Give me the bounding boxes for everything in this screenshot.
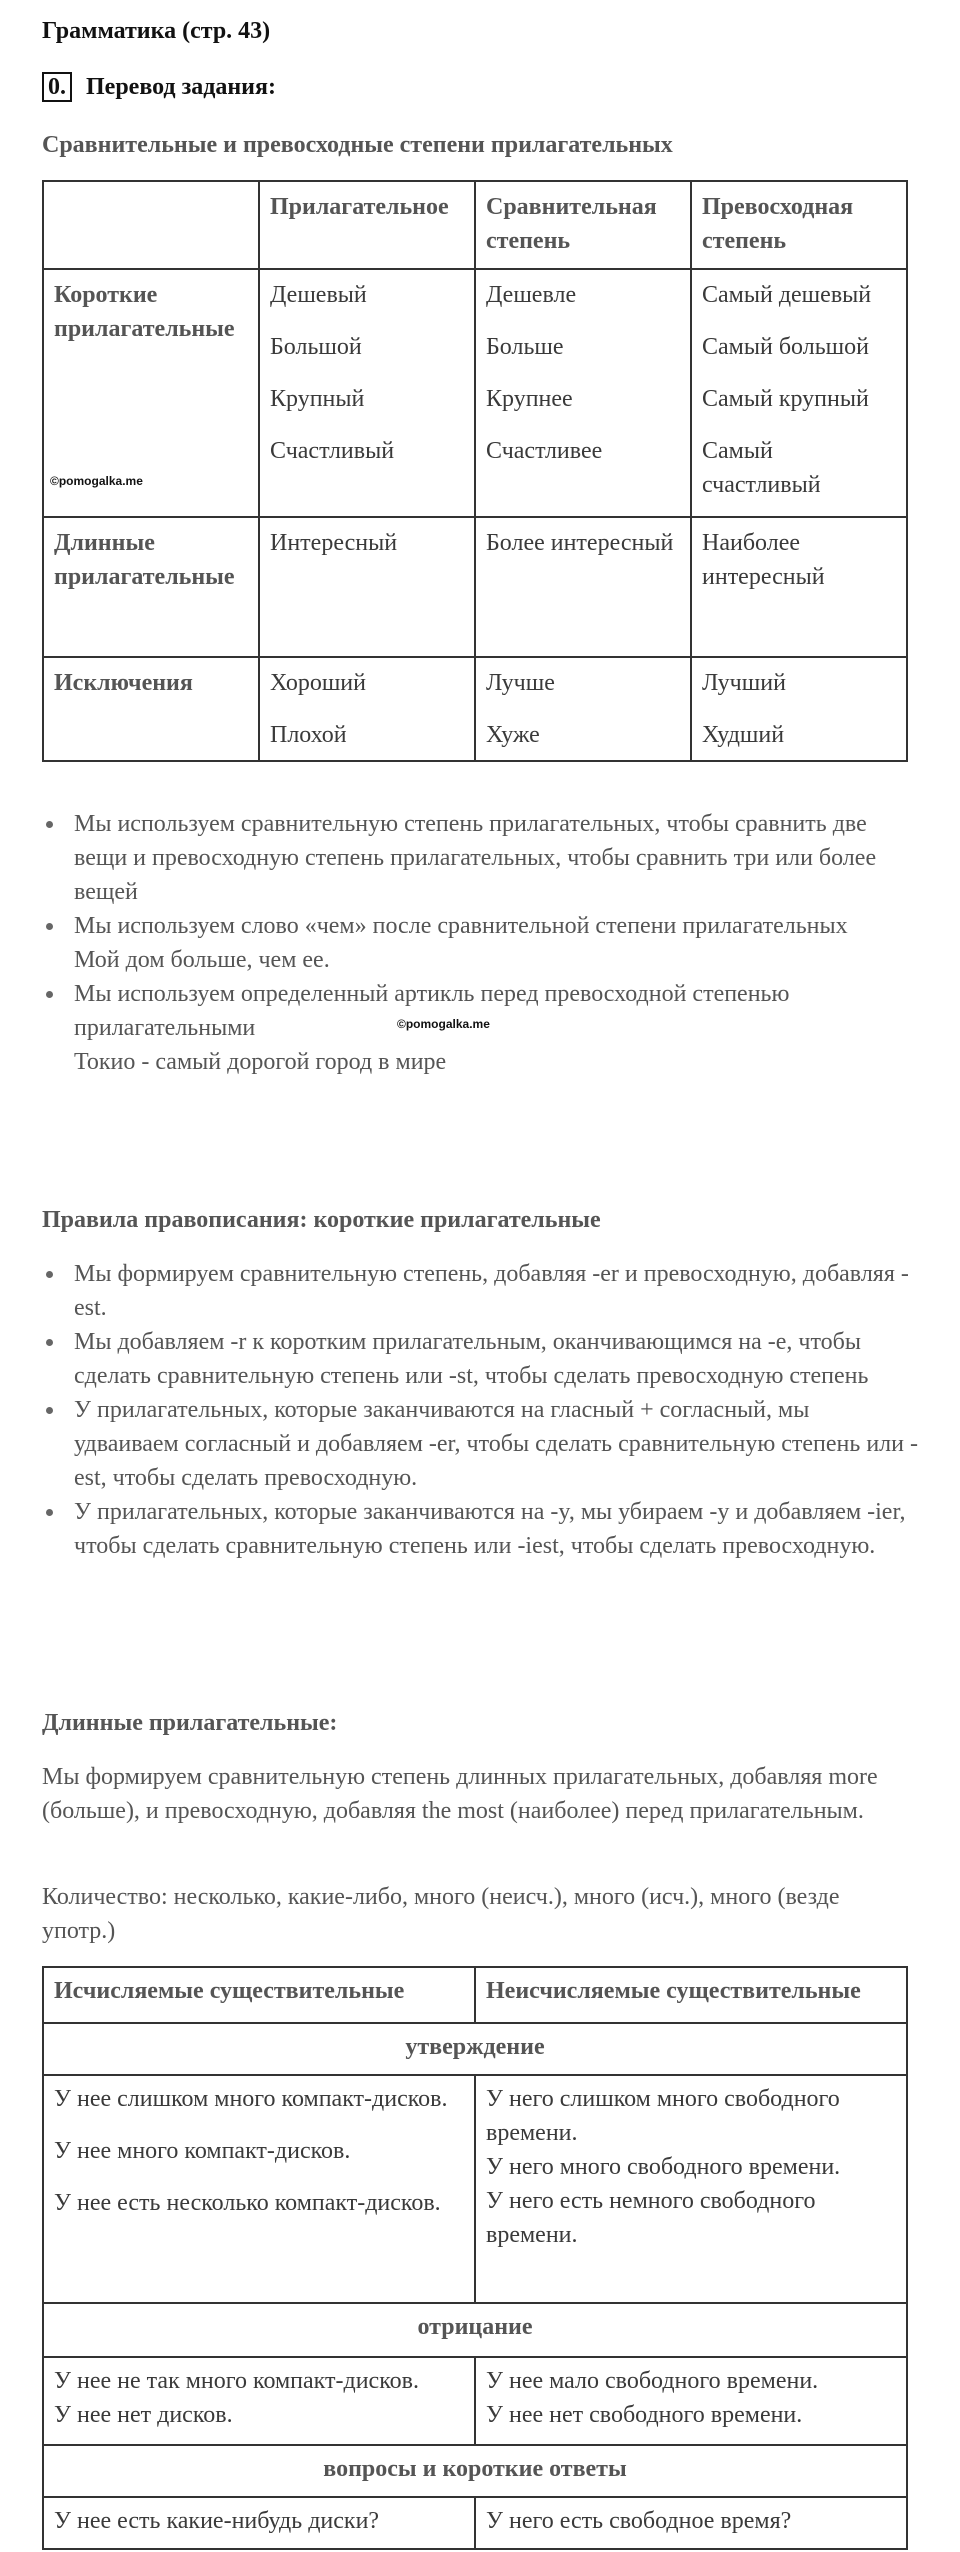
row-exceptions-label: Исключения [43, 657, 259, 761]
cell-text: Крупнее [486, 386, 573, 412]
example-text: Мой дом больше, чем ее. [74, 947, 330, 973]
list-item-text: Мы используем слово «чем» после сравнительной степени прилагательных [74, 913, 848, 939]
long-adjectives-paragraph: Мы формируем сравнительную степень длинных прилагательных, добавляя more (больше), и превосходную, добавляя the most (наиболее) перед прилагательным. [42, 1764, 878, 1824]
questions-uncountable: У него есть свободное время? [475, 2497, 907, 2549]
cell-text: У нее много компакт-дисков. [54, 2138, 351, 2164]
short-comparatives [475, 269, 691, 517]
cell-text: Самый большой [702, 334, 869, 360]
long-adjective: Интересный [259, 517, 475, 657]
example-text: Токио - самый дорогой город в мире [74, 1049, 447, 1075]
row-label: Короткие прилагательные [54, 282, 235, 342]
watermark: ©pomogalka.me [50, 474, 143, 488]
usage-list [42, 807, 918, 1079]
nouns-table [42, 1966, 908, 2550]
band-questions: вопросы и короткие ответы [43, 2445, 907, 2497]
cell-text: Лучше [486, 670, 555, 696]
cell-text: У нее не так много компакт-дисков. [54, 2368, 419, 2394]
cell-text: Больше [486, 334, 564, 360]
cell-text: У нее есть несколько компакт-дисков. [54, 2190, 441, 2216]
cell-text: У нее слишком много компакт-дисков. [54, 2086, 448, 2112]
affirmative-countable [43, 2075, 475, 2303]
cell-text: Лучший [702, 670, 786, 696]
list-item: Мы добавляем -r к коротким прилагательным, оканчивающимся на -e, чтобы сделать сравнительную степень или -st, чтобы сделать превосходную степень [42, 1325, 918, 1393]
header-uncountable: Неисчисляемые существительные [475, 1967, 907, 2023]
exceptions-comparatives [475, 657, 691, 761]
cell-text: У него есть немного свободного времени. [486, 2188, 816, 2248]
cell-text: У него слишком много свободного времени. [486, 2086, 840, 2146]
short-superlatives [691, 269, 907, 517]
cell-text: У нее нет дисков. [54, 2402, 233, 2428]
header-comparative: Сравнительная степень [475, 181, 691, 269]
cell-text: Плохой [270, 722, 347, 748]
list-item-text: Мы используем определенный артикль перед превосходной степенью прилагательными [74, 981, 790, 1041]
watermark: ©pomogalka.me [397, 1017, 490, 1031]
cell-text: Хуже [486, 722, 540, 748]
quantity-paragraph: Количество: несколько, какие-либо, много (неисч.), много (исч.), много (везде употр.) [42, 1884, 840, 1944]
page-title: Грамматика (стр. 43) [42, 18, 271, 44]
exceptions-adjectives [259, 657, 475, 761]
long-superlative: Наиболее интересный [691, 517, 907, 657]
long-adjectives-heading: Длинные прилагательные: [42, 1710, 338, 1736]
list-item-text: Мы используем сравнительную степень прилагательных, чтобы сравнить две вещи и превосходную степень прилагательных, чтобы сравнить три или более вещей [74, 811, 877, 905]
band-affirmative: утверждение [43, 2023, 907, 2075]
task-heading [42, 70, 276, 104]
list-item: У прилагательных, которые заканчиваются на гласный + согласный, мы удваиваем согласный и добавляем -er, чтобы сделать сравнительную степень или -est, чтобы сделать превосходную. [42, 1393, 918, 1495]
spelling-heading: Правила правописания: короткие прилагательные [42, 1207, 601, 1233]
spelling-list [42, 1257, 918, 1563]
cell-text: Самый счастливый [702, 438, 821, 498]
negative-uncountable [475, 2357, 907, 2445]
task-number: 0. [42, 72, 72, 102]
questions-countable: У нее есть какие-нибудь диски? [43, 2497, 475, 2549]
cell-text: Самый крупный [702, 386, 869, 412]
cell-text: Крупный [270, 386, 365, 412]
list-item [42, 807, 918, 909]
long-comparative: Более интересный [475, 517, 691, 657]
row-long-label: Длинные прилагательные [43, 517, 259, 657]
exceptions-superlatives [691, 657, 907, 761]
header-countable: Исчисляемые существительные [43, 1967, 475, 2023]
row-short-label [43, 269, 259, 517]
cell-text: У нее нет свободного времени. [486, 2402, 803, 2428]
cell-text: Худший [702, 722, 785, 748]
comparison-heading: Сравнительные и превосходные степени прилагательных [42, 132, 673, 158]
cell-text: Счастливый [270, 438, 395, 464]
cell-text: У него много свободного времени. [486, 2154, 841, 2180]
short-adjectives [259, 269, 475, 517]
header-adjective: Прилагательное [259, 181, 475, 269]
negative-countable [43, 2357, 475, 2445]
affirmative-uncountable [475, 2075, 907, 2303]
list-item [42, 977, 918, 1079]
cell-text: Хороший [270, 670, 366, 696]
cell-text: Самый дешевый [702, 282, 872, 308]
list-item: У прилагательных, которые заканчиваются на -y, мы убираем -y и добавляем -ier, чтобы сделать сравнительную степень или -iest, чтобы сделать превосходную. [42, 1495, 918, 1563]
comparison-table [42, 180, 908, 762]
header-empty [43, 181, 259, 269]
cell-text: Большой [270, 334, 362, 360]
list-item: Мы формируем сравнительную степень, добавляя -er и превосходную, добавляя -est. [42, 1257, 918, 1325]
band-negative: отрицание [43, 2303, 907, 2357]
list-item [42, 909, 918, 977]
header-superlative: Превосходная степень [691, 181, 907, 269]
cell-text: Дешевый [270, 282, 367, 308]
cell-text: Дешевле [486, 282, 577, 308]
cell-text: У нее мало свободного времени. [486, 2368, 819, 2394]
task-label: Перевод задания: [86, 74, 276, 100]
cell-text: Счастливее [486, 438, 603, 464]
